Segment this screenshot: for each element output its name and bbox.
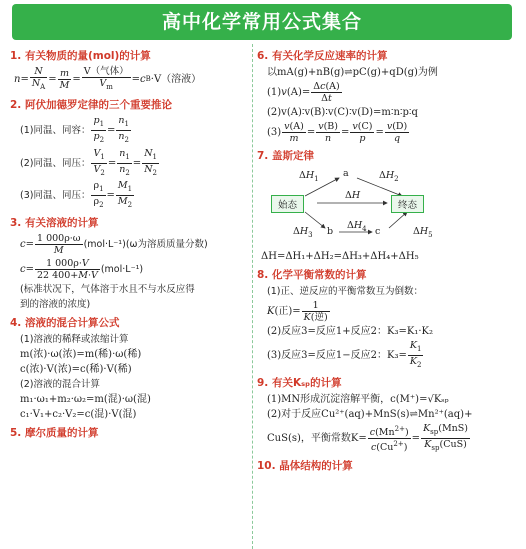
avogadro-item-1: (1)同温、同容： $\frac{p_1}{p_2}$ = $\frac{n_1}{n_2}$ bbox=[20, 114, 130, 144]
section-8-title: 8. 化学平衡常数的计算 bbox=[257, 269, 367, 281]
section-5-title: 5. 摩尔质量的计算 bbox=[10, 427, 99, 440]
final-state-box: 终态 bbox=[391, 195, 424, 213]
avogadro-item-2: (2)同温、同压： $\frac{V_1}{V_2}$ = $\frac{n_1}{n_2}$ = $\frac{N_1}{N_2}$ bbox=[20, 147, 157, 177]
intermediate-b: b bbox=[327, 226, 334, 237]
solution-volume: V（溶液） bbox=[153, 73, 202, 85]
ksp-item-1: (1)MN形成沉淀溶解平衡，c(M⁺)=√Kₛₚ bbox=[267, 393, 449, 405]
ksp-item-2: (2)对于反应Cu²⁺(aq)+MnS(s)⇌Mn²⁺(aq)+ bbox=[267, 408, 473, 420]
mixing-formula-conc: c₁·V₁+c₂·V₂=c(混)·V(混) bbox=[20, 409, 137, 421]
rate-ratio: (2)v(A)∶v(B)∶v(C)∶v(D)=m∶n∶p∶q bbox=[267, 107, 418, 118]
right-column bbox=[257, 44, 519, 549]
concentration-note-1: (标准状况下，气体溶于水且不与水反应得 bbox=[20, 284, 195, 296]
concentration-note-2: 到的溶液的浓度) bbox=[20, 299, 91, 311]
concentration-formula-1: c = $\frac{1 000\rho\cdot\omega}{M}$ (mol·L⁻¹)(ω为溶质质量分数) bbox=[20, 233, 208, 257]
avogadro-item-3: (3)同温、同压： $\frac{\rho_1}{\rho_2}$ = $\frac{M_1}{M_2}$ bbox=[20, 180, 133, 210]
left-column bbox=[10, 44, 250, 549]
hess-sum: ΔH=ΔH₁+ΔH₂=ΔH₃+ΔH₄+ΔH₅ bbox=[261, 251, 419, 262]
mole-formula: n = $\frac{N}{N_A}$ = $\frac{m}{M}$ = $\frac{\text{V（气体）}}{V_m}$ = c B · V（溶液） bbox=[14, 66, 202, 91]
rate-example: 以mA(g)+nB(g)⇌pC(g)+qD(g)为例 bbox=[267, 67, 438, 78]
hess-diagram: 始态 终态 a b c $\Delta H_1$ $\Delta H_2$ ΔH $\Delta H_3$ $\Delta H_4$ $\Delta H_5$ bbox=[267, 166, 457, 248]
equilibrium-reciprocal: K (正)= $\frac{1}{\text{K(逆)}}$ bbox=[267, 300, 328, 323]
mixing-heading: (2)溶液的混合计算 bbox=[20, 379, 100, 391]
dilution-heading: (1)溶液的稀释或浓缩计算 bbox=[20, 334, 129, 346]
section-10-title: 10. 晶体结构的计算 bbox=[257, 459, 353, 472]
equilibrium-item-3: (3)反应3=反应1−反应2：K₃= $\frac{K_1}{K_2}$ bbox=[267, 340, 422, 369]
page-title: 高中化学常用公式集合 bbox=[12, 4, 512, 40]
rate-formula-1: (1) v (A)= $\frac{\Delta c(A)}{\Delta t}$ bbox=[267, 81, 340, 104]
column-divider bbox=[252, 44, 253, 549]
concentration-formula-2: c = $\frac{1 000\rho\cdot V}{22 400+M\cdot V}$ (mol·L⁻¹) bbox=[20, 258, 144, 282]
initial-state-box: 始态 bbox=[271, 195, 304, 213]
section-2-title: 2. 阿伏加德罗定律的三个重要推论 bbox=[10, 98, 172, 111]
intermediate-c: c bbox=[375, 226, 381, 237]
equilibrium-item-2: (2)反应3=反应1+反应2：K₃=K₁·K₂ bbox=[267, 326, 434, 337]
dilution-formula-conc: c(浓)·V(浓)=c(稀)·V(稀) bbox=[20, 364, 132, 376]
rate-formula-3: (3) $\frac{v(A)}{m}$ = $\frac{v(B)}{n}$ = $\frac{v(C)}{p}$ = $\frac{v(D)}{q}$ bbox=[267, 121, 408, 144]
section-9-title: 9. 有关Kₛₚ的计算 bbox=[257, 376, 342, 389]
dilution-formula-mass: m(浓)·ω(浓)=m(稀)·ω(稀) bbox=[20, 349, 142, 361]
section-4-title: 4. 溶液的混合计算公式 bbox=[10, 317, 120, 330]
section-7-title: 7. 盖斯定律 bbox=[257, 150, 314, 162]
gas-volume: V（气体） bbox=[83, 66, 129, 77]
intermediate-a: a bbox=[343, 168, 349, 179]
section-6-title: 6. 有关化学反应速率的计算 bbox=[257, 50, 388, 62]
section-3-title: 3. 有关溶液的计算 bbox=[10, 217, 99, 230]
ksp-item-3: CuS(s)，平衡常数K= $\frac{c(Mn^{2+})}{c(Cu^{2+})}$ = $\frac{K_{sp}(MnS)}{K_{sp}(CuS)}$ bbox=[267, 422, 469, 453]
mixing-formula-mass: m₁·ω₁+m₂·ω₂=m(混)·ω(混) bbox=[20, 394, 151, 406]
equilibrium-item-1: (1)正、逆反应的平衡常数互为倒数： bbox=[267, 286, 423, 297]
section-1-title: 1. 有关物质的量(mol)的计算 bbox=[10, 50, 151, 62]
